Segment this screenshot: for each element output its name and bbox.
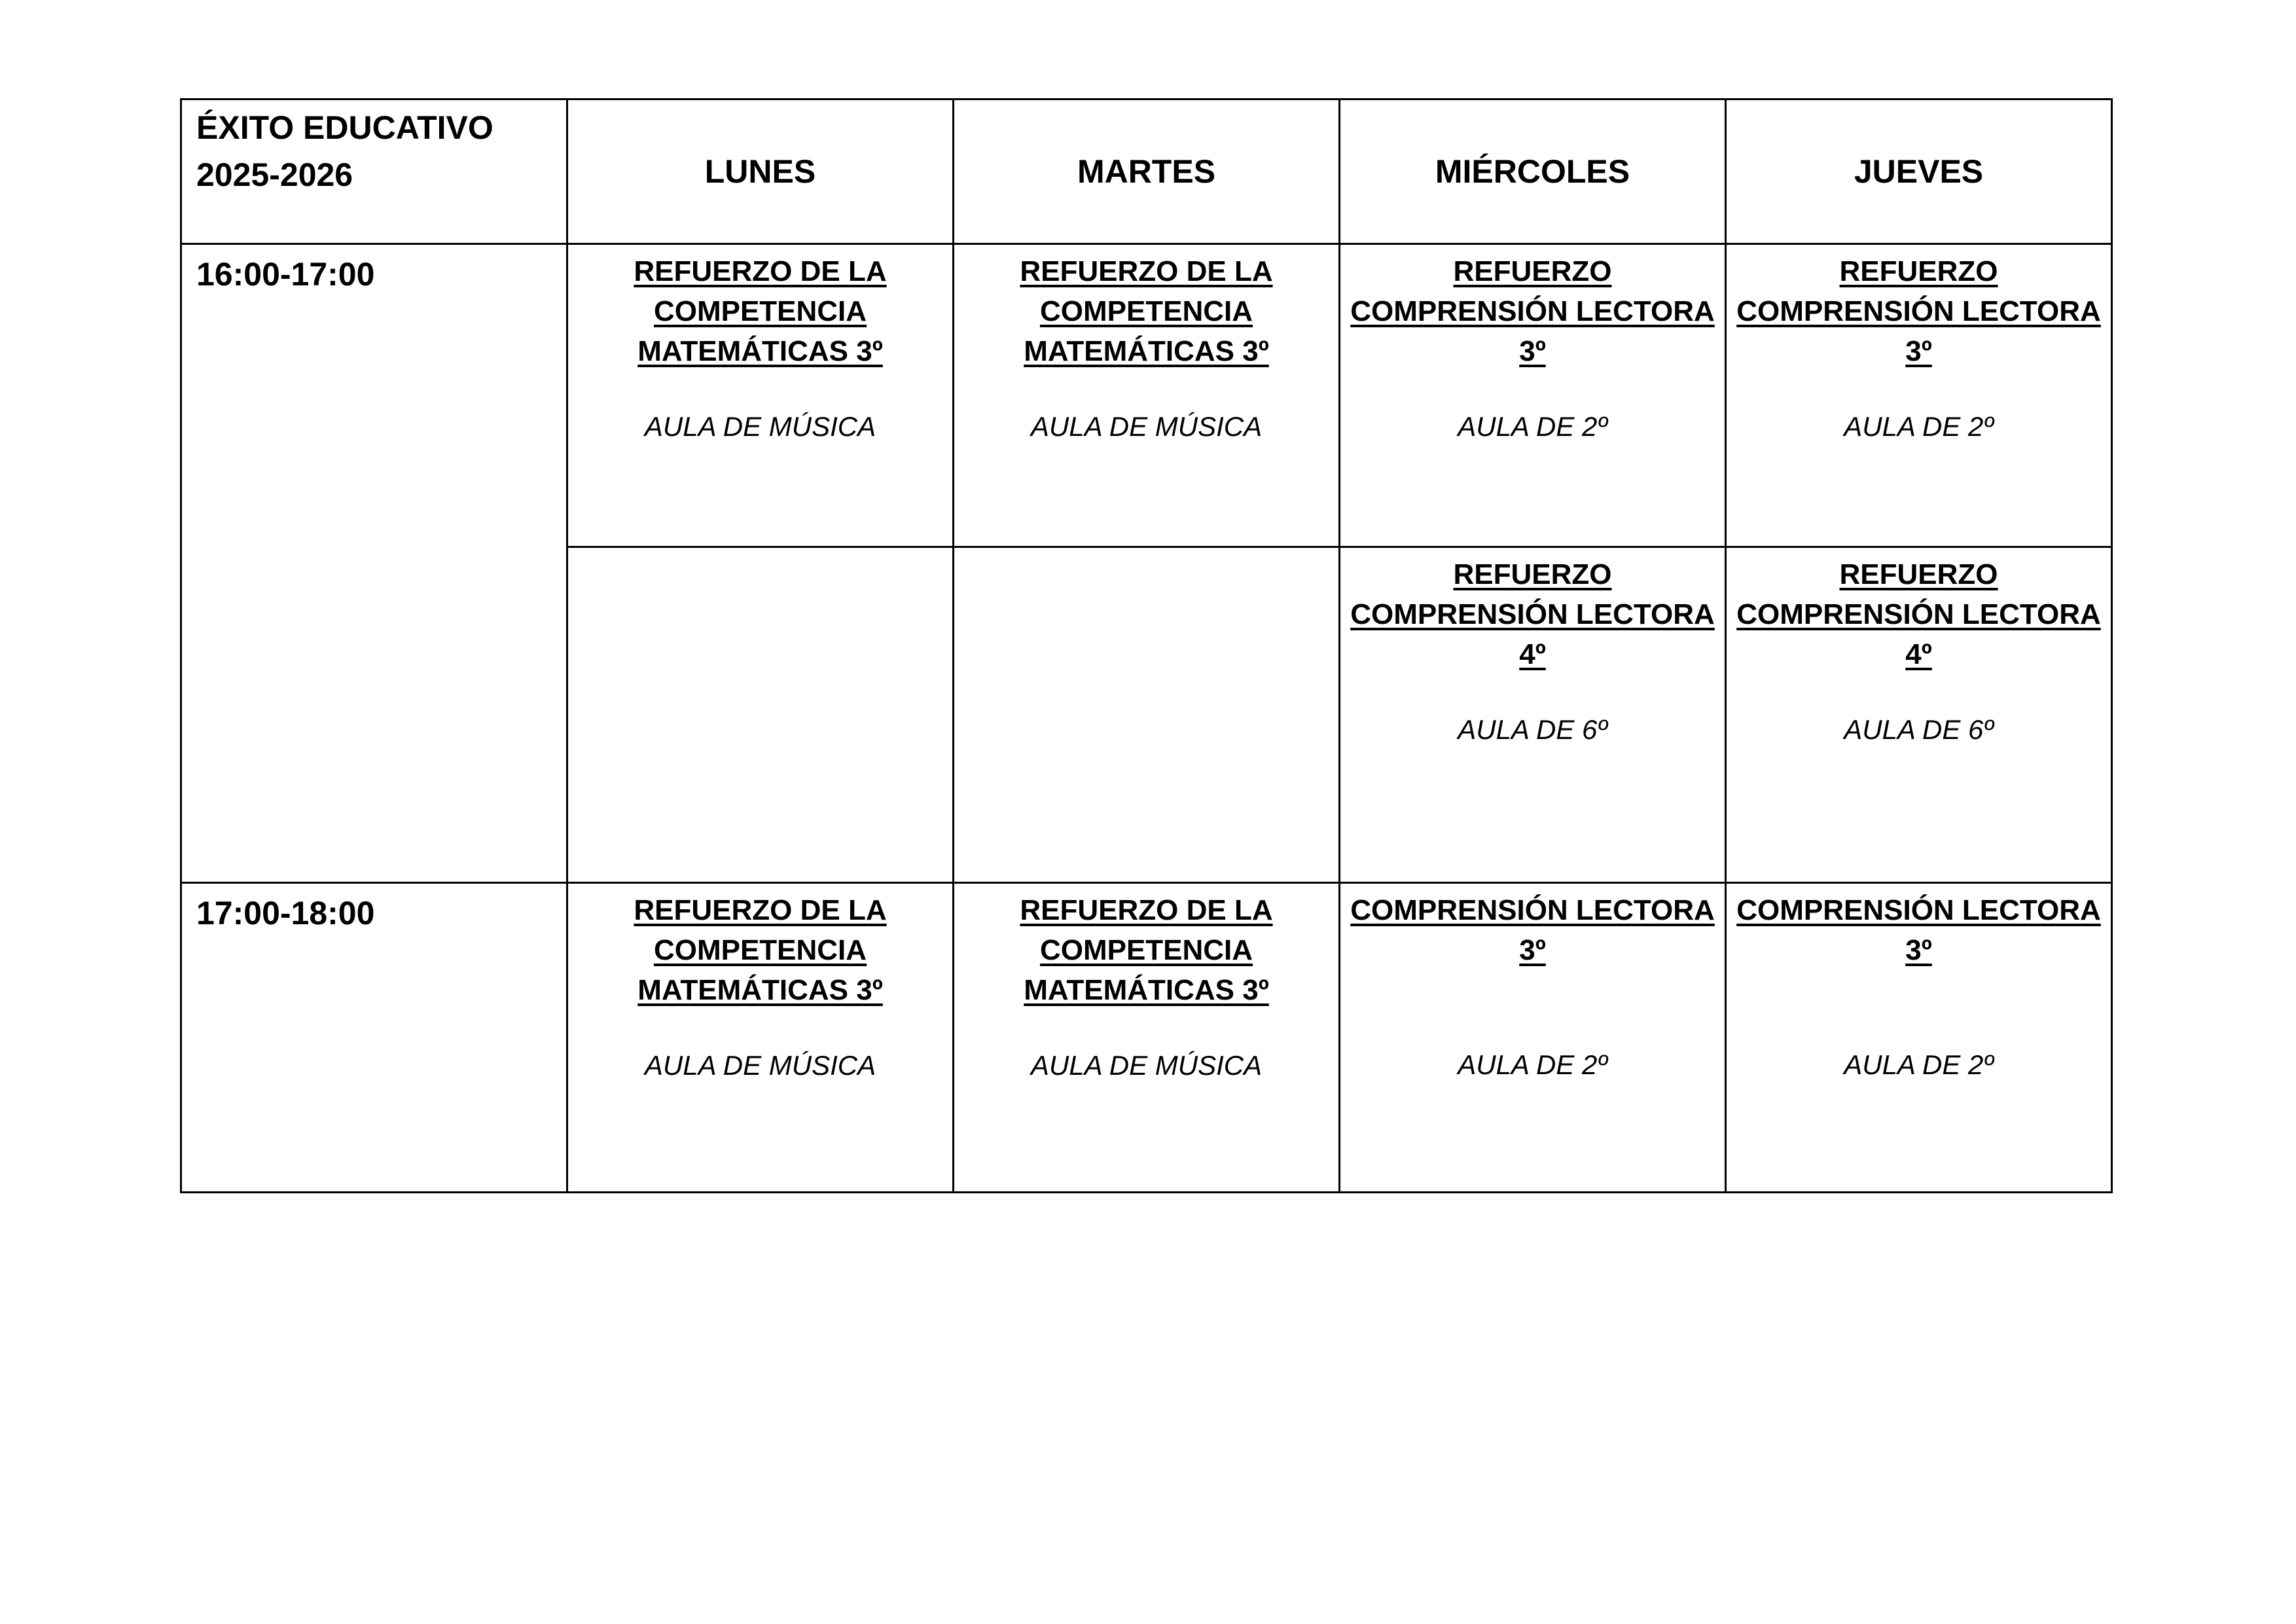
activity-title bbox=[1340, 554, 1725, 674]
activity-title-line: REFUERZO bbox=[1453, 255, 1612, 287]
activity-room: AULA DE 2º bbox=[1844, 1049, 1994, 1080]
activity-room: AULA DE MÚSICA bbox=[644, 1050, 876, 1081]
activity-title-line: 3º bbox=[1905, 335, 1932, 367]
activity-title bbox=[1340, 251, 1725, 371]
activity-title-line: COMPRENSIÓN LECTORA bbox=[1736, 295, 2101, 327]
slot-jueves-1600-b bbox=[1726, 547, 2112, 883]
activity-title-line: 3º bbox=[1905, 934, 1932, 966]
activity-room: AULA DE 2º bbox=[1458, 411, 1607, 442]
activity-title bbox=[1340, 890, 1725, 970]
activity-block bbox=[1727, 884, 2111, 1085]
slot-jueves-1700 bbox=[1726, 883, 2112, 1193]
activity-block bbox=[954, 884, 1338, 1085]
activity-room: AULA DE 6º bbox=[1844, 714, 1994, 745]
time-row-1600 bbox=[181, 244, 2112, 547]
slot-jueves-1600-a bbox=[1726, 244, 2112, 547]
activity-title-line: REFUERZO DE LA bbox=[1020, 894, 1273, 926]
day-header-martes: MARTES bbox=[954, 99, 1340, 244]
activity-title bbox=[568, 251, 952, 371]
activity-title bbox=[568, 890, 952, 1010]
activity-title-line: REFUERZO bbox=[1453, 558, 1612, 590]
activity-title-line: REFUERZO DE LA bbox=[1020, 255, 1273, 287]
activity-room: AULA DE MÚSICA bbox=[644, 411, 876, 442]
slot-miercoles-1600-b bbox=[1340, 547, 1726, 883]
slot-lunes-1700 bbox=[567, 883, 954, 1193]
activity-title-line: MATEMÁTICAS 3º bbox=[637, 974, 883, 1006]
activity-title-line: COMPETENCIA bbox=[1039, 934, 1253, 966]
activity-title-line: 4º bbox=[1905, 638, 1932, 670]
activity-title-line: COMPETENCIA bbox=[1039, 295, 1253, 327]
activity-block bbox=[954, 245, 1338, 446]
activity-title bbox=[1727, 251, 2111, 371]
activity-block bbox=[1727, 245, 2111, 446]
activity-title-line: COMPRENSIÓN LECTORA bbox=[1736, 894, 2101, 926]
activity-block bbox=[568, 245, 952, 446]
activity-title-line: COMPETENCIA bbox=[653, 934, 867, 966]
activity-block bbox=[1340, 884, 1725, 1085]
activity-title bbox=[954, 890, 1338, 1010]
activity-title-line: COMPETENCIA bbox=[653, 295, 867, 327]
activity-block bbox=[1340, 245, 1725, 446]
activity-block bbox=[568, 884, 952, 1085]
slot-miercoles-1600-a bbox=[1340, 244, 1726, 547]
slot-miercoles-1700 bbox=[1340, 883, 1726, 1193]
activity-title-line: MATEMÁTICAS 3º bbox=[637, 335, 883, 367]
activity-title-line: 3º bbox=[1519, 934, 1546, 966]
activity-title-line: REFUERZO bbox=[1839, 255, 1998, 287]
schedule-title bbox=[181, 99, 567, 244]
activity-room: AULA DE 6º bbox=[1458, 714, 1607, 745]
schedule-table bbox=[180, 98, 2113, 1193]
activity-title-line: REFUERZO DE LA bbox=[634, 894, 887, 926]
activity-title bbox=[954, 251, 1338, 371]
activity-block bbox=[1727, 548, 2111, 749]
time-slot-label: 17:00-18:00 bbox=[181, 883, 567, 1193]
activity-room: AULA DE 2º bbox=[1458, 1049, 1607, 1080]
day-header-miercoles: MIÉRCOLES bbox=[1340, 99, 1726, 244]
activity-block bbox=[1340, 548, 1725, 749]
activity-title-line: COMPRENSIÓN LECTORA bbox=[1736, 598, 2101, 630]
activity-title-line: REFUERZO DE LA bbox=[634, 255, 887, 287]
activity-title-line: COMPRENSIÓN LECTORA bbox=[1350, 295, 1715, 327]
slot-lunes-1600-b-empty bbox=[567, 547, 954, 883]
day-header-lunes: LUNES bbox=[567, 99, 954, 244]
activity-title-line: COMPRENSIÓN LECTORA bbox=[1350, 598, 1715, 630]
activity-room: AULA DE MÚSICA bbox=[1030, 411, 1263, 442]
slot-martes-1600-a bbox=[954, 244, 1340, 547]
activity-title bbox=[1727, 890, 2111, 970]
activity-title-line: 3º bbox=[1519, 335, 1546, 367]
activity-title-line: MATEMÁTICAS 3º bbox=[1024, 974, 1269, 1006]
time-slot-label: 16:00-17:00 bbox=[181, 244, 567, 883]
activity-title-line: COMPRENSIÓN LECTORA bbox=[1350, 894, 1715, 926]
activity-title bbox=[1727, 554, 2111, 674]
activity-title-line: REFUERZO bbox=[1839, 558, 1998, 590]
activity-title-line: MATEMÁTICAS 3º bbox=[1024, 335, 1269, 367]
slot-martes-1600-b-empty bbox=[954, 547, 1340, 883]
activity-room: AULA DE 2º bbox=[1844, 411, 1994, 442]
title-line-1: ÉXITO EDUCATIVO bbox=[196, 109, 493, 146]
day-header-jueves: JUEVES bbox=[1726, 99, 2112, 244]
header-row bbox=[181, 99, 2112, 244]
title-line-2: 2025-2026 bbox=[196, 156, 353, 193]
slot-lunes-1600-a bbox=[567, 244, 954, 547]
activity-title-line: 4º bbox=[1519, 638, 1546, 670]
time-row-1700 bbox=[181, 883, 2112, 1193]
activity-room: AULA DE MÚSICA bbox=[1030, 1050, 1263, 1081]
slot-martes-1700 bbox=[954, 883, 1340, 1193]
